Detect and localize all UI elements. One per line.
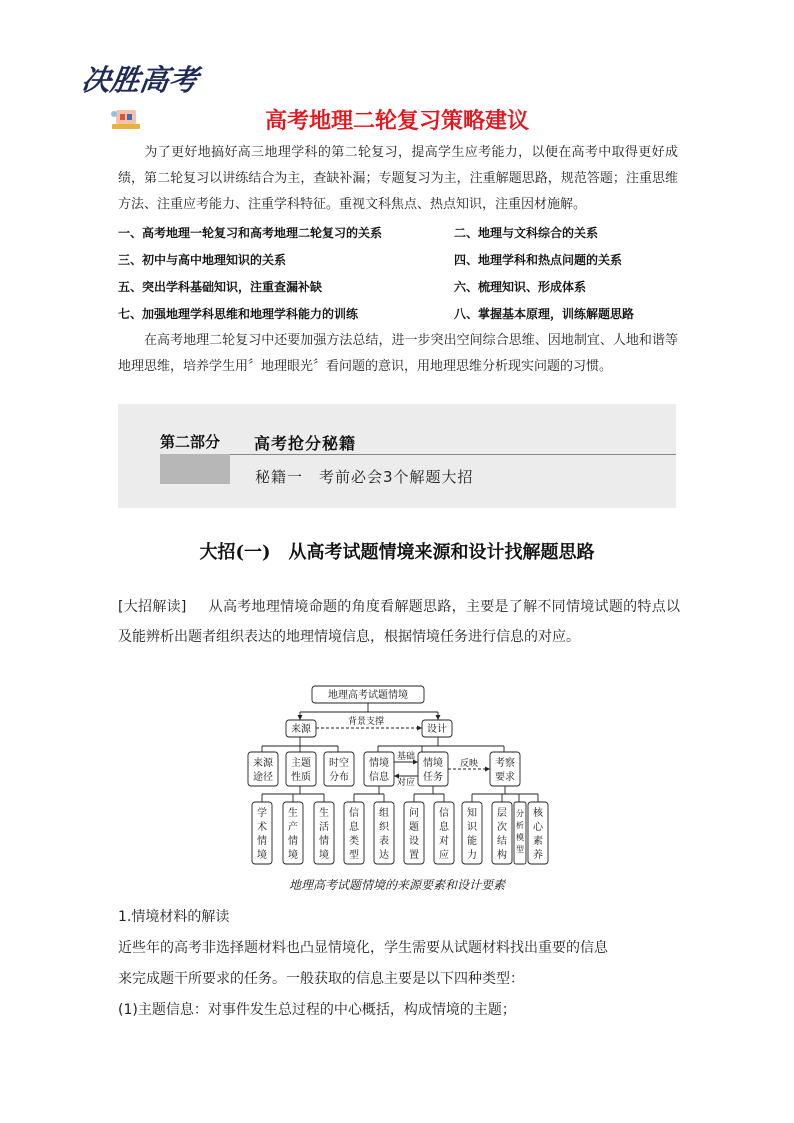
diagram-root: 地理高考试题情境	[328, 690, 408, 701]
diagram-reflect-label: 反映	[459, 759, 479, 769]
diagram-leaf-label: 组织表达	[379, 808, 389, 861]
diagram-level2-label: 情境任务	[423, 758, 443, 783]
part-banner	[118, 404, 676, 508]
diagram-design: 设计	[427, 724, 447, 735]
banner-block	[160, 454, 230, 484]
diagram-level2-label: 时空分布	[329, 758, 349, 783]
banner-subtitle: 秘籍一 考前必会3个解题大招	[255, 468, 474, 486]
diagram-leaf-label: 知识能力	[467, 808, 477, 861]
section-title: 大招(一) 从高考试题情境来源和设计找解题思路	[199, 542, 595, 563]
diagram-leaf-label: 信息对应	[439, 808, 449, 861]
banner-part-title: 高考抢分秘籍	[254, 434, 357, 453]
method-text: 在高考地理二轮复习中还要加强方法总结，进一步突出空间综合思维、因地制宜、人地和谐等地理思维，培养学生用〞地理眼光〞看问题的意识，用地理思维分析现实问题的习惯。	[118, 333, 678, 374]
diagram-basis-label: 基础	[396, 752, 416, 762]
logo-text: 决胜高考	[79, 63, 201, 97]
diagram-level2-label: 考察要求	[495, 758, 515, 783]
toc-item: 四、地理学科和热点问题的关系	[454, 253, 623, 267]
diagram-leaf-label: 核心素养	[533, 808, 543, 861]
diagram-level2-label: 来源途径	[253, 758, 273, 783]
intro-paragraph	[118, 140, 678, 218]
body-line: 来完成题干所要求的任务。一般获取的信息主要是以下四种类型：	[118, 971, 524, 987]
toc-item: 六、梳理知识、形成体系	[454, 280, 587, 294]
interpret-text: 从高考地理情境命题的角度看解题思路，主要是了解不同情境试题的特点以及能辨析出题者组织表达的地理情境信息，根据情境任务进行信息的对应。	[118, 599, 680, 645]
intro-text: 为了更好地搞好高三地理学科的第二轮复习，提高学生应考能力，以便在高考中取得更好成绩，第二轮复习以讲练结合为主，查缺补漏；专题复习为主，注重解题思路，规范答题；注重思维方法、注重应考能力、注重学科特征。重视文科焦点、热点知识，注重因材施解。	[118, 145, 678, 212]
diagram-leaf-label: 学术情境	[257, 808, 267, 861]
toc-item: 五、突出学科基础知识，注重查漏补缺	[118, 280, 323, 294]
toc-item: 二、地理与文科综合的关系	[454, 226, 599, 240]
diagram-leaf-label: 分析模型	[516, 809, 524, 854]
diagram-level2-label: 主题性质	[291, 758, 311, 783]
flow-diagram-svg	[238, 684, 556, 874]
method-paragraph	[118, 328, 678, 380]
diagram-correspond-label: 对应	[396, 778, 416, 788]
toc-item: 一、高考地理一轮复习和高考地理二轮复习的关系	[118, 226, 383, 240]
diagram-level2-label: 情境信息	[369, 758, 389, 783]
body-line: (1)主题信息：对事件发生总过程的中心概括，构成情境的主题；	[118, 1002, 516, 1018]
sub-heading: 1.情境材料的解读	[118, 909, 230, 925]
banner-divider	[230, 454, 676, 455]
diagram-leaf-label: 信息类型	[349, 808, 359, 861]
diagram-caption: 地理高考试题情境的来源要素和设计要素	[288, 878, 505, 892]
diagram-leaf-label: 生产情境	[288, 808, 298, 861]
banner-part-label: 第二部分	[160, 433, 221, 451]
diagram-leaf-label: 生活情境	[319, 808, 329, 861]
interpret-label: [大招解读]	[118, 599, 187, 615]
toc-item: 七、加强地理学科思维和地理学科能力的训练	[118, 307, 359, 321]
toc-item: 八、掌握基本原理，训练解题思路	[454, 307, 635, 321]
body-line: 近些年的高考非选择题材料也凸显情境化，学生需要从试题材料找出重要的信息	[118, 940, 608, 956]
diagram-source: 来源	[291, 724, 311, 735]
document-title: 高考地理二轮复习策略建议	[264, 109, 529, 134]
diagram-leaf-label: 层次结构	[497, 808, 507, 861]
toc-item: 三、初中与高中地理知识的关系	[118, 253, 287, 267]
diagram-support-label: 背景支撑	[347, 717, 385, 727]
interpret-paragraph	[118, 592, 680, 652]
flow-diagram	[238, 684, 556, 874]
diagram-leaf-label: 问题设置	[409, 808, 419, 861]
